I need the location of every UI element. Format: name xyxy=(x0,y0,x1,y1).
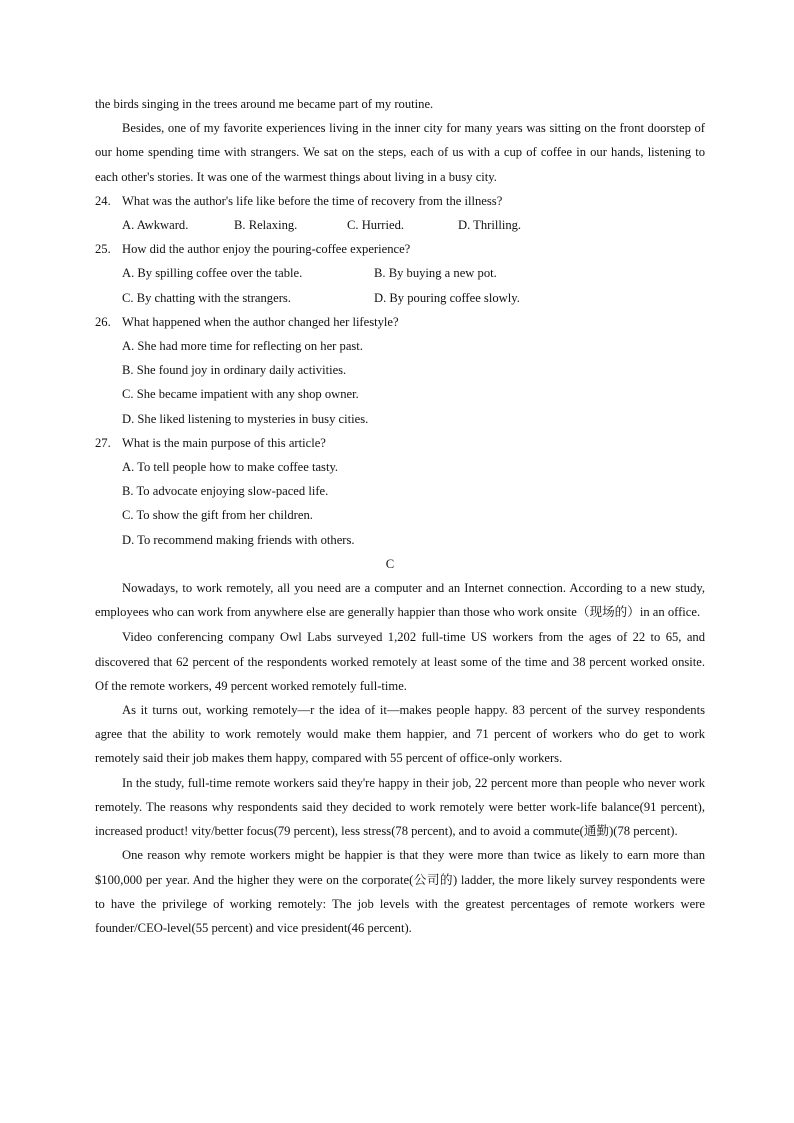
option-c[interactable]: C. By chatting with the strangers. xyxy=(122,290,291,305)
option-c[interactable]: C. She became impatient with any shop owner. xyxy=(122,387,359,402)
options-row xyxy=(95,286,705,310)
passage-c-paragraph-5: One reason why remote workers might be happier is that they were more than twice as likely to earn more than $100,000 per year. And the higher they were on the corporate(公司的) ladder, the more likely survey respondents were to have the privilege of working remotely: The job levels with the greatest percentages of remote workers were founder/CEO-level(55 percent) and vice president(46 percent). xyxy=(95,848,705,935)
option-d[interactable]: D. She liked listening to mysteries in busy cities. xyxy=(122,411,369,426)
passage-b-tail-paragraph: the birds singing in the trees around me became part of my routine. xyxy=(95,97,434,111)
option-d[interactable]: D. To recommend making friends with others. xyxy=(122,532,355,547)
question-text: How did the author enjoy the pouring-coffee experience? xyxy=(122,242,411,257)
exam-page xyxy=(95,92,705,940)
passage-c-paragraph-2: Video conferencing company Owl Labs surveyed 1,202 full-time US workers from the ages of 22 to 65, and discovered that 62 percent of the respondents worked remotely at least some of the time and 38 percent worked onsite. Of the remote workers, 49 percent worked remotely full-time. xyxy=(95,630,705,693)
passage-c-paragraph-1: Nowadays, to work remotely, all you need are a computer and an Internet connection. According to a new study, employees who can work from anywhere else are generally happier than those who work onsite（现场的）in an office. xyxy=(95,581,705,620)
question-26 xyxy=(95,310,705,431)
question-24 xyxy=(95,189,705,237)
option-a[interactable]: A. She had more time for reflecting on her past. xyxy=(122,339,363,354)
option-b[interactable]: B. To advocate enjoying slow-paced life. xyxy=(122,484,329,499)
option-b[interactable]: B. Relaxing. xyxy=(234,218,298,233)
options-row xyxy=(95,261,705,285)
option-c[interactable]: C. To show the gift from her children. xyxy=(122,508,313,523)
passage-c-paragraph-3: As it turns out, working remotely—r the idea of it—makes people happy. 83 percent of the survey respondents agree that the ability to work remotely would make them happier, and 71 percent of workers who do get to work remotely said their job makes them happy, compared with 55 percent of office-only workers. xyxy=(95,703,705,766)
options-row xyxy=(95,213,705,237)
passage-c-paragraph-4: In the study, full-time remote workers said they're happy in their job, 22 percent more than people who never work remotely. The reasons why respondents said they decided to work remotely were better work-life balance(91 percent), increased product! vity/better focus(79 percent), less stress(78 percent), and to avoid a commute(通勤)(78 percent). xyxy=(95,775,705,839)
option-a[interactable]: A. By spilling coffee over the table. xyxy=(122,266,303,281)
option-d[interactable]: D. By pouring coffee slowly. xyxy=(374,290,520,305)
question-number: 25. xyxy=(95,242,111,257)
question-25 xyxy=(95,237,705,310)
passage-b-besides-paragraph: Besides, one of my favorite experiences living in the inner city for many years was sitting on the front doorstep of our home spending time with strangers. We sat on the steps, each of us with a cup of coffee in our hands, listening to each other's stories. It was one of the warmest things about living in a busy city. xyxy=(95,121,705,184)
option-a[interactable]: A. To tell people how to make coffee tasty. xyxy=(122,460,339,475)
section-heading-c: C xyxy=(385,556,395,571)
question-text: What was the author's life like before the time of recovery from the illness? xyxy=(122,193,503,208)
question-text: What happened when the author changed her lifestyle? xyxy=(122,314,399,329)
option-c[interactable]: C. Hurried. xyxy=(347,218,405,233)
option-b[interactable]: B. By buying a new pot. xyxy=(374,266,497,281)
question-text: What is the main purpose of this article? xyxy=(122,435,326,450)
question-number: 26. xyxy=(95,314,111,329)
option-b[interactable]: B. She found joy in ordinary daily activities. xyxy=(122,363,347,378)
question-27 xyxy=(95,431,705,552)
option-d[interactable]: D. Thrilling. xyxy=(458,218,522,233)
question-number: 27. xyxy=(95,435,111,450)
option-a[interactable]: A. Awkward. xyxy=(122,218,189,233)
question-number: 24. xyxy=(95,193,111,208)
